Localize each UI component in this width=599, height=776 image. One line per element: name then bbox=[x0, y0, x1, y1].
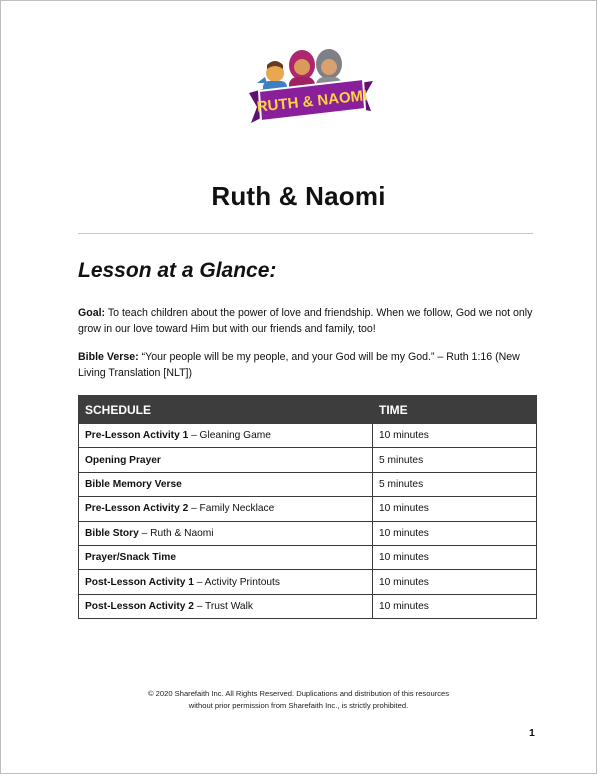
time-cell: 10 minutes bbox=[373, 570, 537, 594]
table-row bbox=[79, 545, 537, 569]
section-heading: Lesson at a Glance: bbox=[78, 259, 277, 282]
schedule-table bbox=[78, 395, 537, 619]
title-divider bbox=[78, 233, 533, 234]
activity-cell bbox=[79, 448, 373, 472]
page-title: Ruth & Naomi bbox=[211, 181, 386, 211]
activity-detail: – Activity Printouts bbox=[193, 576, 280, 588]
schedule-column-header: SCHEDULE bbox=[79, 396, 373, 424]
time-cell: 5 minutes bbox=[373, 448, 537, 472]
activity-name: Opening Prayer bbox=[85, 454, 161, 466]
activity-detail: – Ruth & Naomi bbox=[138, 527, 214, 539]
activity-cell bbox=[79, 497, 373, 521]
activity-cell bbox=[79, 545, 373, 569]
activity-detail: – Gleaning Game bbox=[188, 430, 271, 442]
activity-cell bbox=[79, 424, 373, 448]
time-cell: 10 minutes bbox=[373, 497, 537, 521]
activity-name: Prayer/Snack Time bbox=[85, 552, 176, 564]
activity-detail: – Trust Walk bbox=[193, 600, 253, 612]
activity-name: Post-Lesson Activity 2 bbox=[85, 600, 194, 612]
table-row bbox=[79, 521, 537, 545]
verse-text: “Your people will be my people, and your God will be my God.” – Ruth 1:16 (New Living Translation [NLT]) bbox=[78, 351, 520, 379]
activity-name: Pre-Lesson Activity 2 bbox=[85, 503, 189, 515]
page-number: 1 bbox=[529, 727, 535, 739]
ruth-naomi-logo bbox=[245, 43, 377, 139]
logo-text: RUTH & NAOMI bbox=[256, 87, 369, 116]
activity-detail: – Family Necklace bbox=[188, 503, 275, 515]
goal-paragraph bbox=[78, 306, 540, 337]
table-row bbox=[79, 472, 537, 496]
activity-name: Post-Lesson Activity 1 bbox=[85, 576, 194, 588]
bible-verse-paragraph bbox=[78, 350, 540, 381]
time-cell: 10 minutes bbox=[373, 545, 537, 569]
time-cell: 10 minutes bbox=[373, 424, 537, 448]
activity-cell bbox=[79, 521, 373, 545]
table-row bbox=[79, 497, 537, 521]
activity-cell bbox=[79, 594, 373, 618]
time-cell: 5 minutes bbox=[373, 472, 537, 496]
activity-cell bbox=[79, 570, 373, 594]
goal-label: Goal: bbox=[78, 307, 106, 319]
table-row bbox=[79, 448, 537, 472]
footer-line-2: without prior permission from Sharefaith Inc., is strictly prohibited. bbox=[188, 701, 409, 710]
activity-name: Pre-Lesson Activity 1 bbox=[85, 430, 189, 442]
activity-name: Bible Memory Verse bbox=[85, 478, 182, 490]
copyright-footer bbox=[1, 688, 596, 712]
table-row bbox=[79, 570, 537, 594]
table-row bbox=[79, 424, 537, 448]
table-row bbox=[79, 594, 537, 618]
footer-line-1: © 2020 Sharefaith Inc. All Rights Reserved. Duplications and distribution of this resources bbox=[147, 689, 450, 698]
activity-cell bbox=[79, 472, 373, 496]
time-column-header: TIME bbox=[373, 396, 537, 424]
activity-name: Bible Story bbox=[85, 527, 139, 539]
time-cell: 10 minutes bbox=[373, 594, 537, 618]
goal-text: To teach children about the power of love and friendship. When we follow, God we not only grow in our love toward Him but with our friends and family, too! bbox=[78, 307, 533, 335]
schedule-header-row bbox=[79, 396, 537, 424]
verse-label: Bible Verse: bbox=[78, 351, 139, 363]
time-cell: 10 minutes bbox=[373, 521, 537, 545]
